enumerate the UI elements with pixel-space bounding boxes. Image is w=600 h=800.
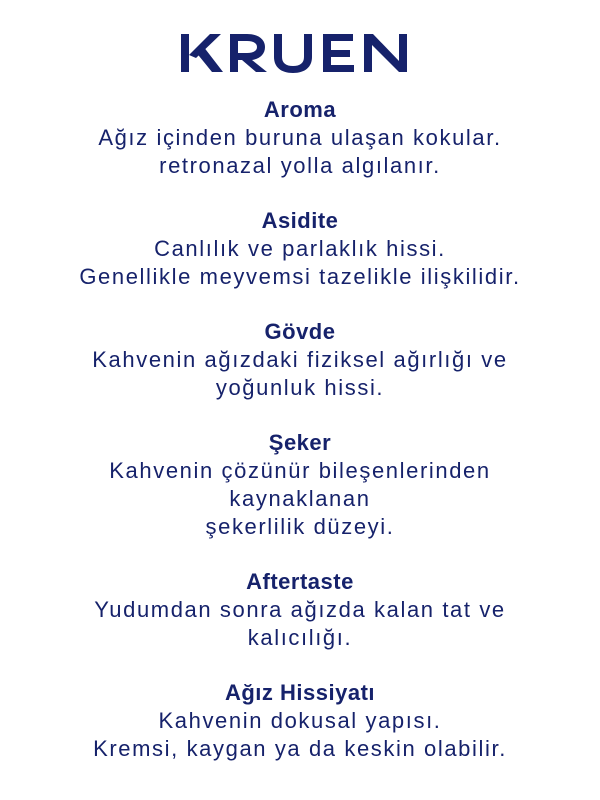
section-text: kalıcılığı. xyxy=(247,625,353,650)
section-title: Aftertaste xyxy=(246,569,354,594)
section-title: Gövde xyxy=(264,319,336,344)
section-title: Ağız Hissiyatı xyxy=(224,680,376,705)
section-text: Ağız içinden buruna ulaşan kokular. xyxy=(98,125,502,150)
section-title: Aroma xyxy=(263,97,337,122)
kruen-wordmark-logo xyxy=(181,34,419,74)
section-text: Kremsi, kaygan ya da keskin olabilir. xyxy=(93,736,507,761)
section-seker xyxy=(0,428,600,541)
section-text: Yudumdan sonra ağızda kalan tat ve xyxy=(94,597,506,622)
section-text: Kahvenin çözünür bileşenlerinden xyxy=(109,458,491,483)
section-govde xyxy=(0,317,600,402)
section-agiz-hissiyati xyxy=(0,678,600,763)
section-aftertaste xyxy=(0,567,600,652)
section-title: Şeker xyxy=(268,430,332,455)
section-text: yoğunluk hissi. xyxy=(215,375,385,400)
section-text: retronazal yolla algılanır. xyxy=(159,153,441,178)
section-text: Kahvenin dokusal yapısı. xyxy=(158,708,442,733)
section-text: şekerlilik düzeyi. xyxy=(205,514,395,539)
section-text: Canlılık ve parlaklık hissi. xyxy=(154,236,446,261)
section-text: Genellikle meyvemsi tazelikle ilişkilidir. xyxy=(79,264,521,289)
brand-logo xyxy=(0,34,600,79)
section-aroma xyxy=(0,95,600,180)
glossary-list xyxy=(0,95,600,763)
section-text: kaynaklanan xyxy=(229,486,371,511)
section-title: Asidite xyxy=(261,208,339,233)
section-text: Kahvenin ağızdaki fiziksel ağırlığı ve xyxy=(92,347,508,372)
section-asidite xyxy=(0,206,600,291)
